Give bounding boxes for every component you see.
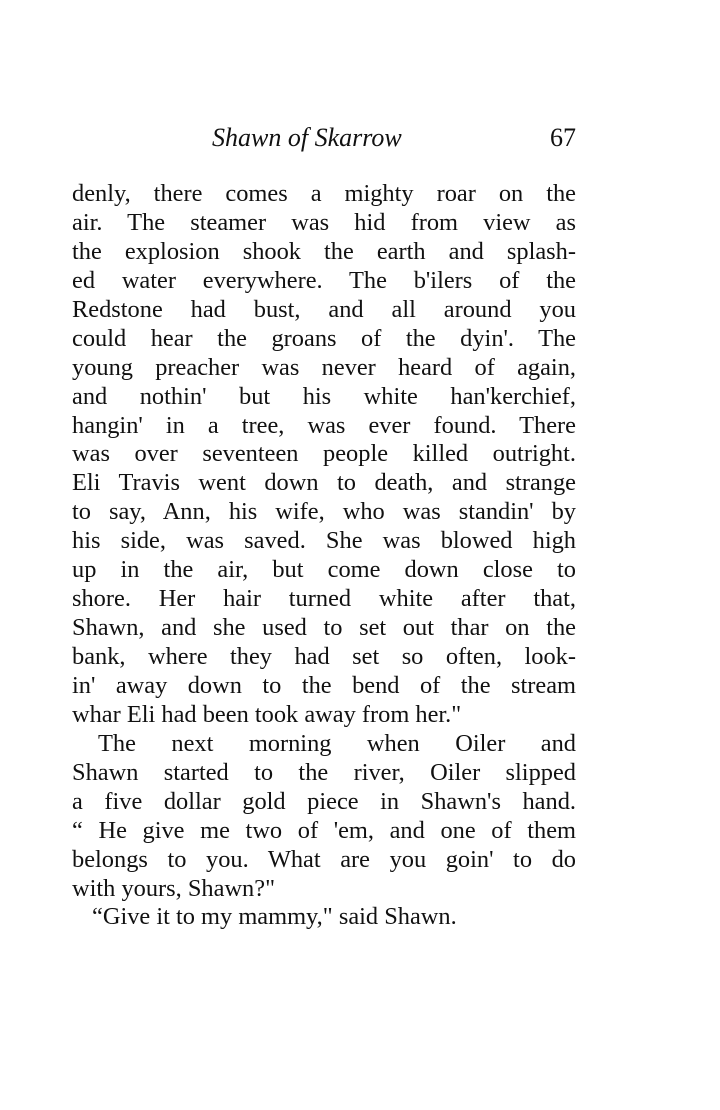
text-line: Shawn started to the river, Oiler slipped: [72, 758, 576, 786]
text-line: could hear the groans of the dyin'. The: [72, 324, 576, 352]
text-line: Shawn, and she used to set out thar on the: [72, 614, 576, 642]
text-line: bank, where they had set so often, look-: [72, 643, 576, 670]
body-text: [72, 180, 576, 932]
text-line: shore. Her hair turned white after that,: [72, 585, 576, 613]
text-line: Eli Travis went down to death, and strange: [72, 469, 576, 497]
text-line: to say, Ann, his wife, who was standin' by: [72, 498, 576, 526]
running-title: Shawn of Skarrow: [212, 123, 402, 152]
text-line: a five dollar gold piece in Shawn's hand.: [72, 787, 576, 815]
text-line-paragraph-end: whar Eli had been took away from her.": [72, 700, 462, 728]
text-line: Redstone had bust, and all around you: [72, 295, 576, 323]
text-line: his side, was saved. She was blowed high: [72, 527, 576, 555]
text-line: “ He give me two of 'em, and one of them: [72, 816, 576, 844]
text-line: belongs to you. What are you goin' to do: [72, 845, 576, 873]
text-line: and nothin' but his white han'kerchief,: [72, 382, 576, 410]
text-line-paragraph-start: “Give it to my mammy," said Shawn.: [92, 903, 457, 931]
text-line: in' away down to the bend of the stream: [72, 671, 576, 699]
text-line: the explosion shook the earth and splash-: [72, 237, 576, 265]
text-line: young preacher was never heard of again,: [72, 353, 576, 381]
text-line-paragraph-start: The next morning when Oiler and: [98, 729, 576, 757]
text-line: denly, there comes a mighty roar on the: [72, 180, 576, 207]
text-line: ed water everywhere. The b'ilers of the: [72, 266, 576, 294]
text-line: up in the air, but come down close to: [72, 556, 576, 584]
text-line: air. The steamer was hid from view as: [72, 208, 576, 236]
page-number: 67: [550, 123, 576, 152]
text-line: hangin' in a tree, was ever found. There: [72, 411, 576, 439]
text-line-paragraph-end: with yours, Shawn?": [72, 874, 276, 902]
text-line: was over seventeen people killed outright.: [72, 440, 576, 468]
running-head: [72, 118, 576, 158]
